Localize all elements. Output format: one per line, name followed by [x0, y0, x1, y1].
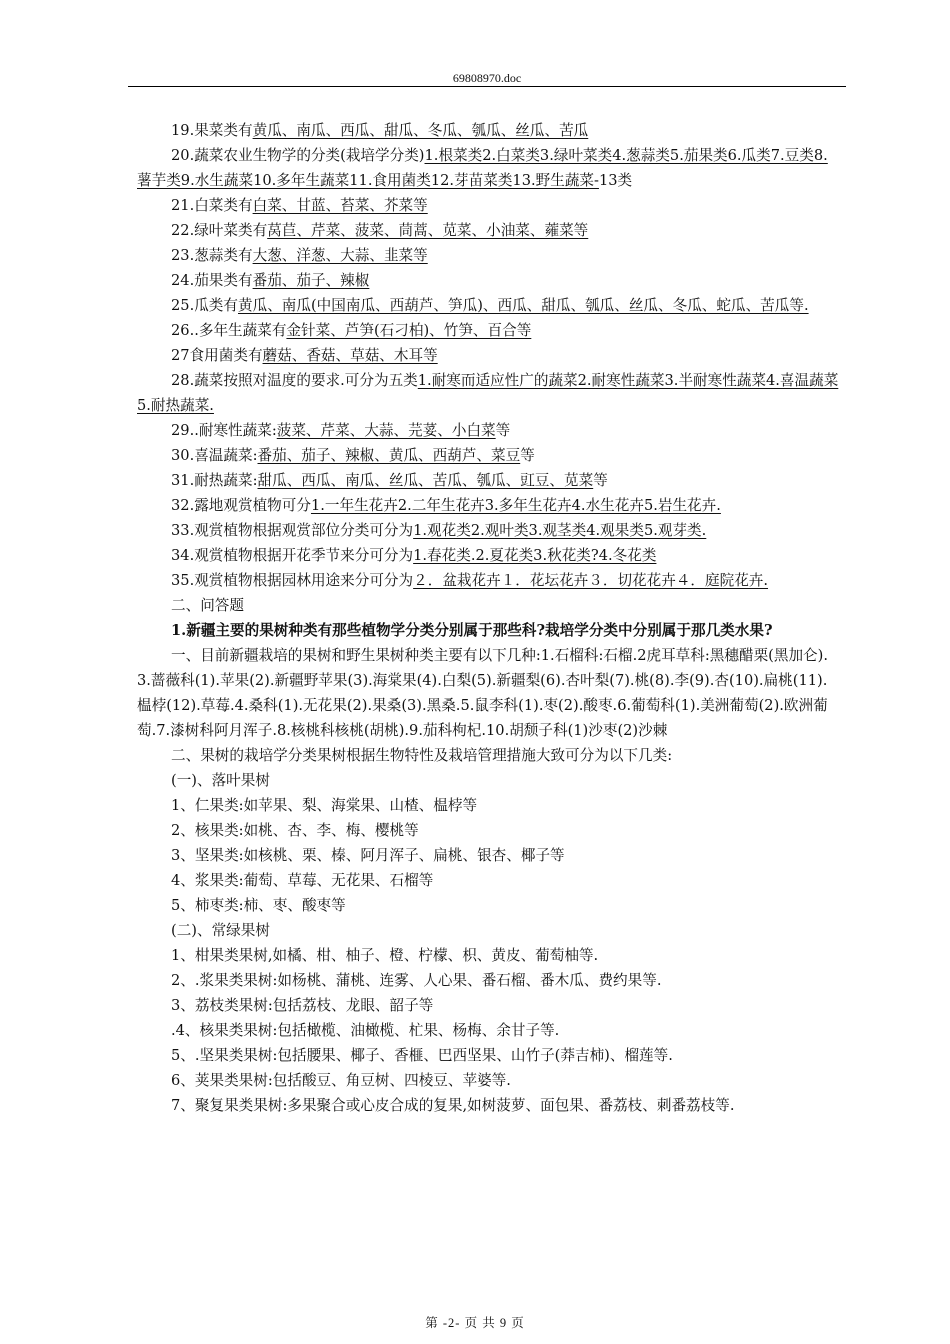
numbered-item	[137, 293, 840, 318]
list-item: 2、核果类:如桃、杏、李、梅、樱桃等	[171, 822, 419, 839]
numbered-item	[137, 468, 840, 493]
list-item: 3、荔枝类果树:包括荔枝、龙眼、韶子等	[171, 997, 434, 1014]
item-suffix: 等	[495, 422, 511, 439]
answer-part-1: 一、目前新疆栽培的果树和野生果树种类主要有以下几种:1.石榴科:石榴.2虎耳草科:黑穗醋栗(黑加仑).3.蔷薇科(1).苹果(2).新疆野苹果(3).海棠果(4).白梨(5).新疆梨(6).杏叶梨(7).桃(8).李(9).杏(10).扁桃(11).榅桲(12).草莓.4.桑科(1).无花果(2).果桑(3).黑桑.5.鼠李科(1).枣(2).酸枣.6.葡萄科(1).美洲葡萄(2).欧洲葡萄.7.漆树科阿月浑子.8.核桃科核桃(胡桃).9.茄科枸杞.10.胡颓子科(1)沙枣(2)沙棘	[137, 647, 828, 739]
item-prompt: 23.葱蒜类有	[171, 247, 253, 264]
item-answer: 金针菜、芦笋(石刁柏)、竹笋、百合等	[286, 322, 532, 339]
item-answer: 黄瓜、南瓜(中国南瓜、西葫芦、笋瓜)、西瓜、甜瓜、瓠瓜、丝瓜、冬瓜、蛇瓜、苦瓜等.	[238, 297, 809, 314]
numbered-item	[137, 118, 840, 143]
item-prompt: 35.观赏植物根据园林用途来分可分为	[171, 572, 414, 589]
list-item: 5、柿枣类:柿、枣、酸枣等	[171, 897, 346, 914]
group-deciduous-title: (一)、落叶果树	[171, 772, 270, 789]
page-footer	[0, 1313, 950, 1331]
numbered-item	[137, 193, 840, 218]
item-answer: 1.根菜类2.白菜类3.绿叶菜类4.葱蒜类5.茄果类6.瓜类7.豆类8.薯芋类9.水生蔬菜10.多年生蔬菜11.食用菌类12.芽苗菜类13.野生蔬菜-	[137, 147, 828, 189]
numbered-item	[137, 243, 840, 268]
question-1: 1.新疆主要的果树种类有那些植物学分类分别属于那些科?栽培学分类中分别属于那几类水果?	[171, 622, 773, 639]
list-item: 2、.浆果类果树:如杨桃、蒲桃、连雾、人心果、番石榴、番木瓜、费约果等.	[171, 972, 662, 989]
item-prompt: 30.喜温蔬菜:	[171, 447, 258, 464]
item-prompt: 20.蔬菜农业生物学的分类(栽培学分类)	[171, 147, 425, 164]
numbered-item	[137, 418, 840, 443]
item-prompt: 34.观赏植物根据开花季节来分可分为	[171, 547, 414, 564]
item-prompt: 25.瓜类有	[171, 297, 238, 314]
numbered-item	[137, 218, 840, 243]
list-item: .4、核果类果树:包括橄榄、油橄榄、杧果、杨梅、余甘子等.	[171, 1022, 560, 1039]
numbered-item	[137, 493, 840, 518]
list-item: 1、柑果类果树,如橘、柑、柚子、橙、柠檬、枳、黄皮、葡萄柚等.	[171, 947, 599, 964]
numbered-item	[137, 343, 840, 368]
item-prompt: 31.耐热蔬菜:	[171, 472, 258, 489]
group-evergreen-title: (二)、常绿果树	[171, 922, 270, 939]
numbered-item	[137, 518, 840, 543]
item-answer: 莴苣、芹菜、菠菜、茼蒿、苋菜、小油菜、蕹菜等	[267, 222, 589, 239]
numbered-item	[137, 268, 840, 293]
item-prompt: 33.观赏植物根据观赏部位分类可分为	[171, 522, 414, 539]
list-item: 5、.坚果类果树:包括腰果、椰子、香榧、巴西坚果、山竹子(莽吉柿)、榴莲等.	[171, 1047, 673, 1064]
item-prompt: 24.茄果类有	[171, 272, 253, 289]
item-answer: 菠菜、芹菜、大蒜、芫荽、小白菜	[276, 422, 496, 439]
item-prompt: 22.绿叶菜类有	[171, 222, 268, 239]
item-suffix: 等	[520, 447, 535, 464]
item-suffix: 等	[593, 472, 608, 489]
item-answer: 1.耐寒而适应性广的蔬菜2.耐寒性蔬菜3.半耐寒性蔬菜4.喜温蔬菜5.耐热蔬菜.	[137, 372, 839, 414]
item-answer: 黄瓜、南瓜、西瓜、甜瓜、冬瓜、瓠瓜、丝瓜、苦瓜	[252, 122, 589, 139]
header-filename: 69808970.doc	[452, 71, 522, 85]
item-answer: 蘑菇、香菇、草菇、木耳等	[262, 347, 438, 364]
numbered-item	[137, 568, 840, 593]
item-prompt: 32.露地观赏植物可分	[171, 497, 311, 514]
item-answer: 番茄、茄子、辣椒	[252, 272, 370, 289]
item-answer: 1.一年生花卉2.二年生花卉3.多年生花卉4.水生花卉5.岩生花卉.	[310, 497, 721, 514]
list-item: 4、浆果类:葡萄、草莓、无花果、石榴等	[171, 872, 434, 889]
list-item: 3、坚果类:如核桃、栗、榛、阿月浑子、扁桃、银杏、椰子等	[171, 847, 565, 864]
item-answer: ２．盆栽花卉１．花坛花卉３．切花花卉４．庭院花卉.	[413, 572, 769, 589]
item-prompt: 21.白菜类有	[171, 197, 253, 214]
item-prompt: 26..多年生蔬菜有	[171, 322, 287, 339]
list-item: 6、荚果类果树:包括酸豆、角豆树、四棱豆、苹婆等.	[171, 1072, 511, 1089]
item-answer: 1.春花类.2.夏花类3.秋花类?4.冬花类	[413, 547, 657, 564]
page-number: 第 -2- 页 共 9 页	[425, 1316, 525, 1330]
item-prompt: 28.蔬菜按照对温度的要求.可分为五类	[171, 372, 418, 389]
item-prompt: 29..耐寒性蔬菜:	[171, 422, 277, 439]
document-body	[137, 118, 840, 1118]
item-prompt: 27食用菌类有	[171, 347, 263, 364]
section-title: 二、问答题	[171, 597, 244, 614]
item-answer: 番茄、茄子、辣椒、黄瓜、西葫芦、菜豆	[257, 447, 521, 464]
item-answer: 1.观花类2.观叶类3.观茎类4.观果类5.观芽类.	[413, 522, 707, 539]
numbered-item	[137, 318, 840, 343]
item-answer: 甜瓜、西瓜、南瓜、丝瓜、苦瓜、瓠瓜、豇豆、苋菜	[257, 472, 594, 489]
numbered-item	[137, 368, 840, 418]
list-item: 1、仁果类:如苹果、梨、海棠果、山楂、榅桲等	[171, 797, 478, 814]
numbered-item	[137, 143, 840, 193]
group-evergreen-list	[137, 943, 840, 1118]
fill-in-answers	[137, 118, 840, 593]
page-header	[128, 71, 846, 87]
numbered-item	[137, 443, 840, 468]
numbered-item	[137, 543, 840, 568]
item-answer: 大葱、洋葱、大蒜、韭菜等	[252, 247, 428, 264]
item-prompt: 19.果菜类有	[171, 122, 253, 139]
group-deciduous-list	[137, 793, 840, 918]
list-item: 7、聚复果类果树:多果聚合或心皮合成的复果,如树菠萝、面包果、番荔枝、刺番荔枝等.	[171, 1097, 735, 1114]
answer-part-2-intro: 二、果树的栽培学分类果树根据生物特性及栽培管理措施大致可分为以下几类:	[171, 747, 673, 764]
item-answer: 白菜、甘蓝、苔菜、芥菜等	[252, 197, 428, 214]
item-suffix: 13类	[598, 172, 633, 189]
